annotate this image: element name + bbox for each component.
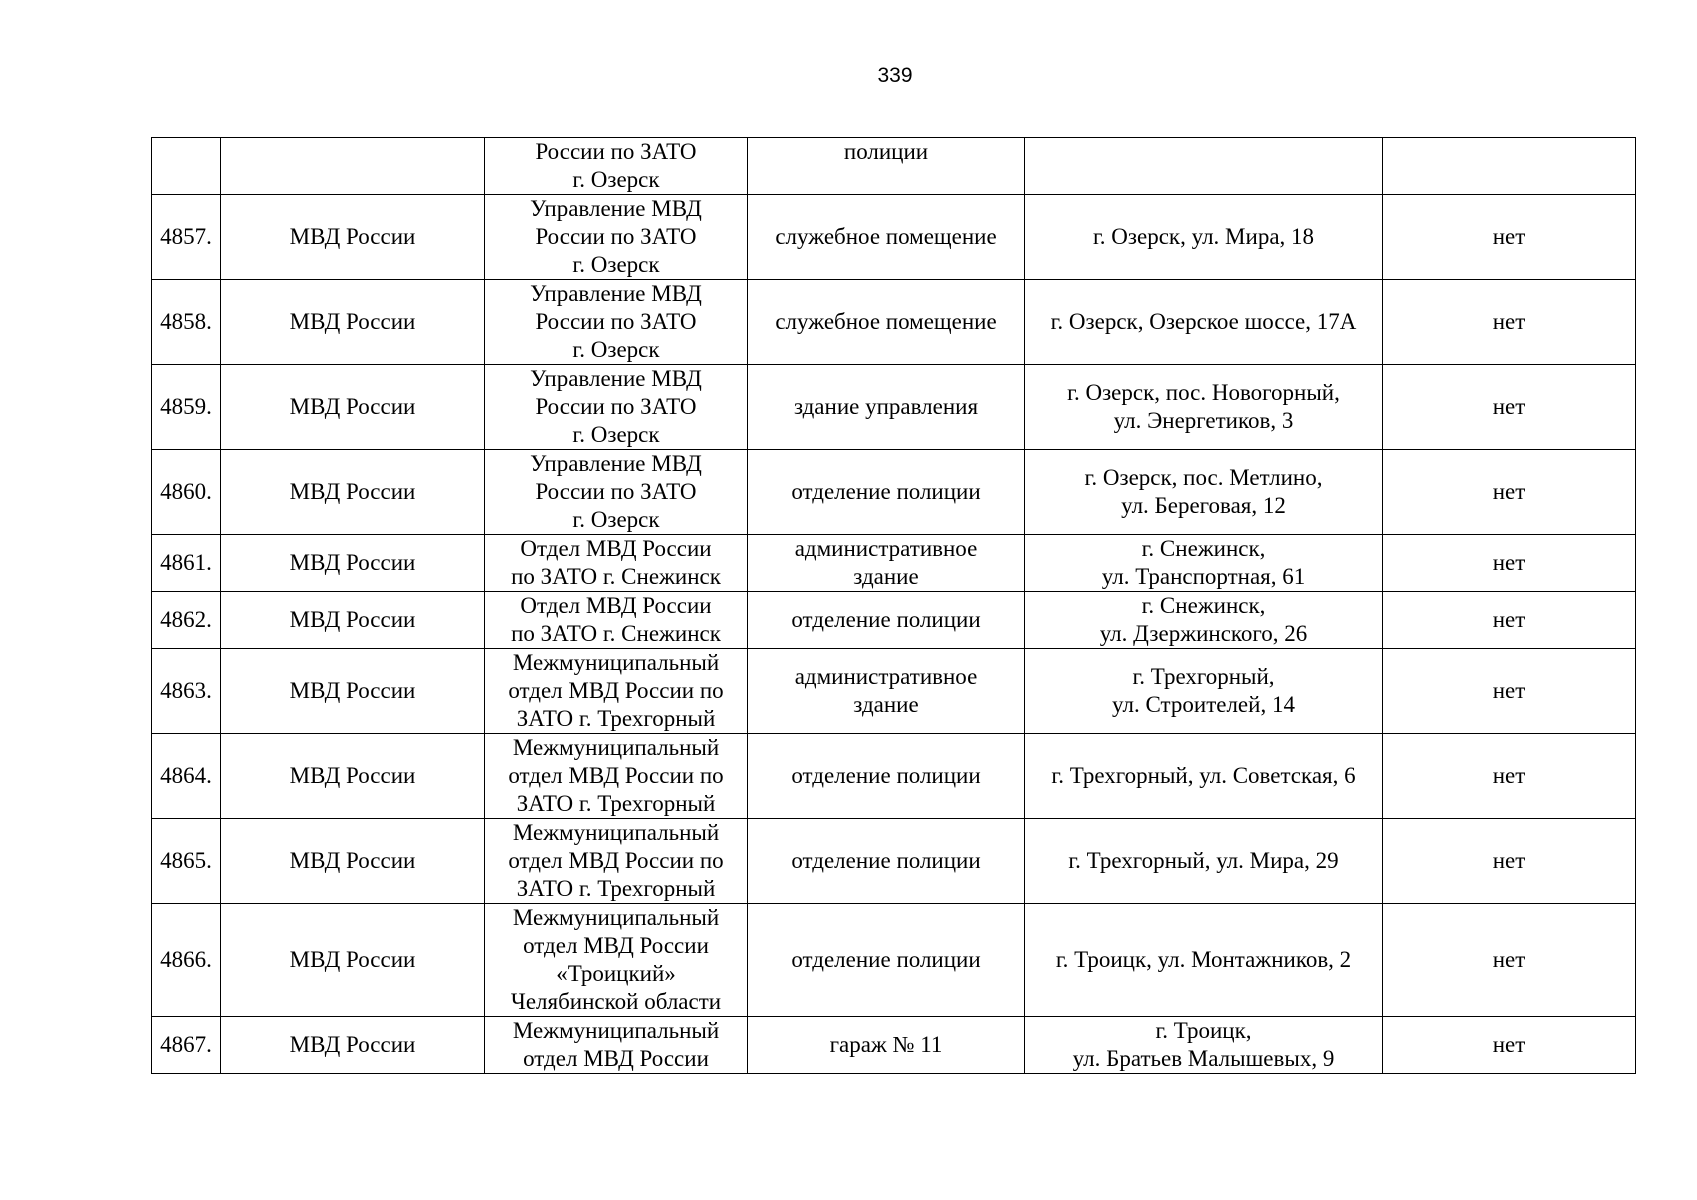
flag-cell: нет [1383,535,1636,592]
row-number-cell: 4867. [152,1017,221,1074]
table-row [152,195,1636,280]
address-cell: г. Трехгорный, ул. Строителей, 14 [1025,649,1383,734]
flag-cell: нет [1383,649,1636,734]
flag-cell [1383,138,1636,195]
object-cell: служебное помещение [748,195,1025,280]
organization-cell: Отдел МВД России по ЗАТО г. Снежинск [485,535,748,592]
address-cell: г. Озерск, Озерское шоссе, 17А [1025,280,1383,365]
object-cell: здание управления [748,365,1025,450]
object-cell: отделение полиции [748,904,1025,1017]
object-cell: отделение полиции [748,450,1025,535]
object-cell: отделение полиции [748,734,1025,819]
address-cell: г. Трехгорный, ул. Советская, 6 [1025,734,1383,819]
agency-cell: МВД России [221,280,485,365]
object-cell: полиции [748,138,1025,195]
table-row [152,592,1636,649]
organization-cell: Межмуниципальный отдел МВД России [485,1017,748,1074]
agency-cell: МВД России [221,1017,485,1074]
flag-cell: нет [1383,195,1636,280]
flag-cell: нет [1383,819,1636,904]
row-number-cell: 4858. [152,280,221,365]
agency-cell: МВД России [221,195,485,280]
agency-cell [221,138,485,195]
organization-cell: Межмуниципальный отдел МВД России по ЗАТО г. Трехгорный [485,734,748,819]
address-cell: г. Снежинск, ул. Дзержинского, 26 [1025,592,1383,649]
object-cell: гараж № 11 [748,1017,1025,1074]
object-cell: отделение полиции [748,819,1025,904]
page-number: 339 [877,64,913,87]
agency-cell: МВД России [221,649,485,734]
row-number-cell: 4860. [152,450,221,535]
organization-cell: Управление МВД России по ЗАТО г. Озерск [485,450,748,535]
row-number-cell: 4857. [152,195,221,280]
object-cell: административное здание [748,649,1025,734]
object-cell: отделение полиции [748,592,1025,649]
table-row [152,535,1636,592]
address-cell: г. Снежинск, ул. Транспортная, 61 [1025,535,1383,592]
address-cell: г. Озерск, пос. Новогорный, ул. Энергетиков, 3 [1025,365,1383,450]
row-number-cell [152,138,221,195]
organization-cell: России по ЗАТО г. Озерск [485,138,748,195]
table-row [152,1017,1636,1074]
address-cell: г. Озерск, ул. Мира, 18 [1025,195,1383,280]
organization-cell: Управление МВД России по ЗАТО г. Озерск [485,365,748,450]
organization-cell: Управление МВД России по ЗАТО г. Озерск [485,195,748,280]
organization-cell: Межмуниципальный отдел МВД России «Троицкий» Челябинской области [485,904,748,1017]
row-number-cell: 4859. [152,365,221,450]
address-cell: г. Троицк, ул. Братьев Малышевых, 9 [1025,1017,1383,1074]
flag-cell: нет [1383,450,1636,535]
row-number-cell: 4866. [152,904,221,1017]
row-number-cell: 4861. [152,535,221,592]
row-number-cell: 4864. [152,734,221,819]
organization-cell: Межмуниципальный отдел МВД России по ЗАТО г. Трехгорный [485,819,748,904]
agency-cell: МВД России [221,819,485,904]
agency-cell: МВД России [221,592,485,649]
address-cell [1025,138,1383,195]
table-row-continuation [152,138,1636,195]
table-row [152,450,1636,535]
organization-cell: Межмуниципальный отдел МВД России по ЗАТО г. Трехгорный [485,649,748,734]
object-cell: служебное помещение [748,280,1025,365]
registry-table [151,137,1636,1074]
address-cell: г. Озерск, пос. Метлино, ул. Береговая, 12 [1025,450,1383,535]
table-row [152,280,1636,365]
flag-cell: нет [1383,280,1636,365]
agency-cell: МВД России [221,450,485,535]
row-number-cell: 4862. [152,592,221,649]
row-number-cell: 4865. [152,819,221,904]
table-row [152,904,1636,1017]
flag-cell: нет [1383,1017,1636,1074]
flag-cell: нет [1383,734,1636,819]
row-number-cell: 4863. [152,649,221,734]
table-row [152,734,1636,819]
agency-cell: МВД России [221,365,485,450]
object-cell: административное здание [748,535,1025,592]
agency-cell: МВД России [221,535,485,592]
organization-cell: Отдел МВД России по ЗАТО г. Снежинск [485,592,748,649]
table-row [152,365,1636,450]
organization-cell: Управление МВД России по ЗАТО г. Озерск [485,280,748,365]
flag-cell: нет [1383,365,1636,450]
flag-cell: нет [1383,592,1636,649]
address-cell: г. Трехгорный, ул. Мира, 29 [1025,819,1383,904]
table-row [152,649,1636,734]
flag-cell: нет [1383,904,1636,1017]
agency-cell: МВД России [221,904,485,1017]
agency-cell: МВД России [221,734,485,819]
address-cell: г. Троицк, ул. Монтажников, 2 [1025,904,1383,1017]
table-row [152,819,1636,904]
